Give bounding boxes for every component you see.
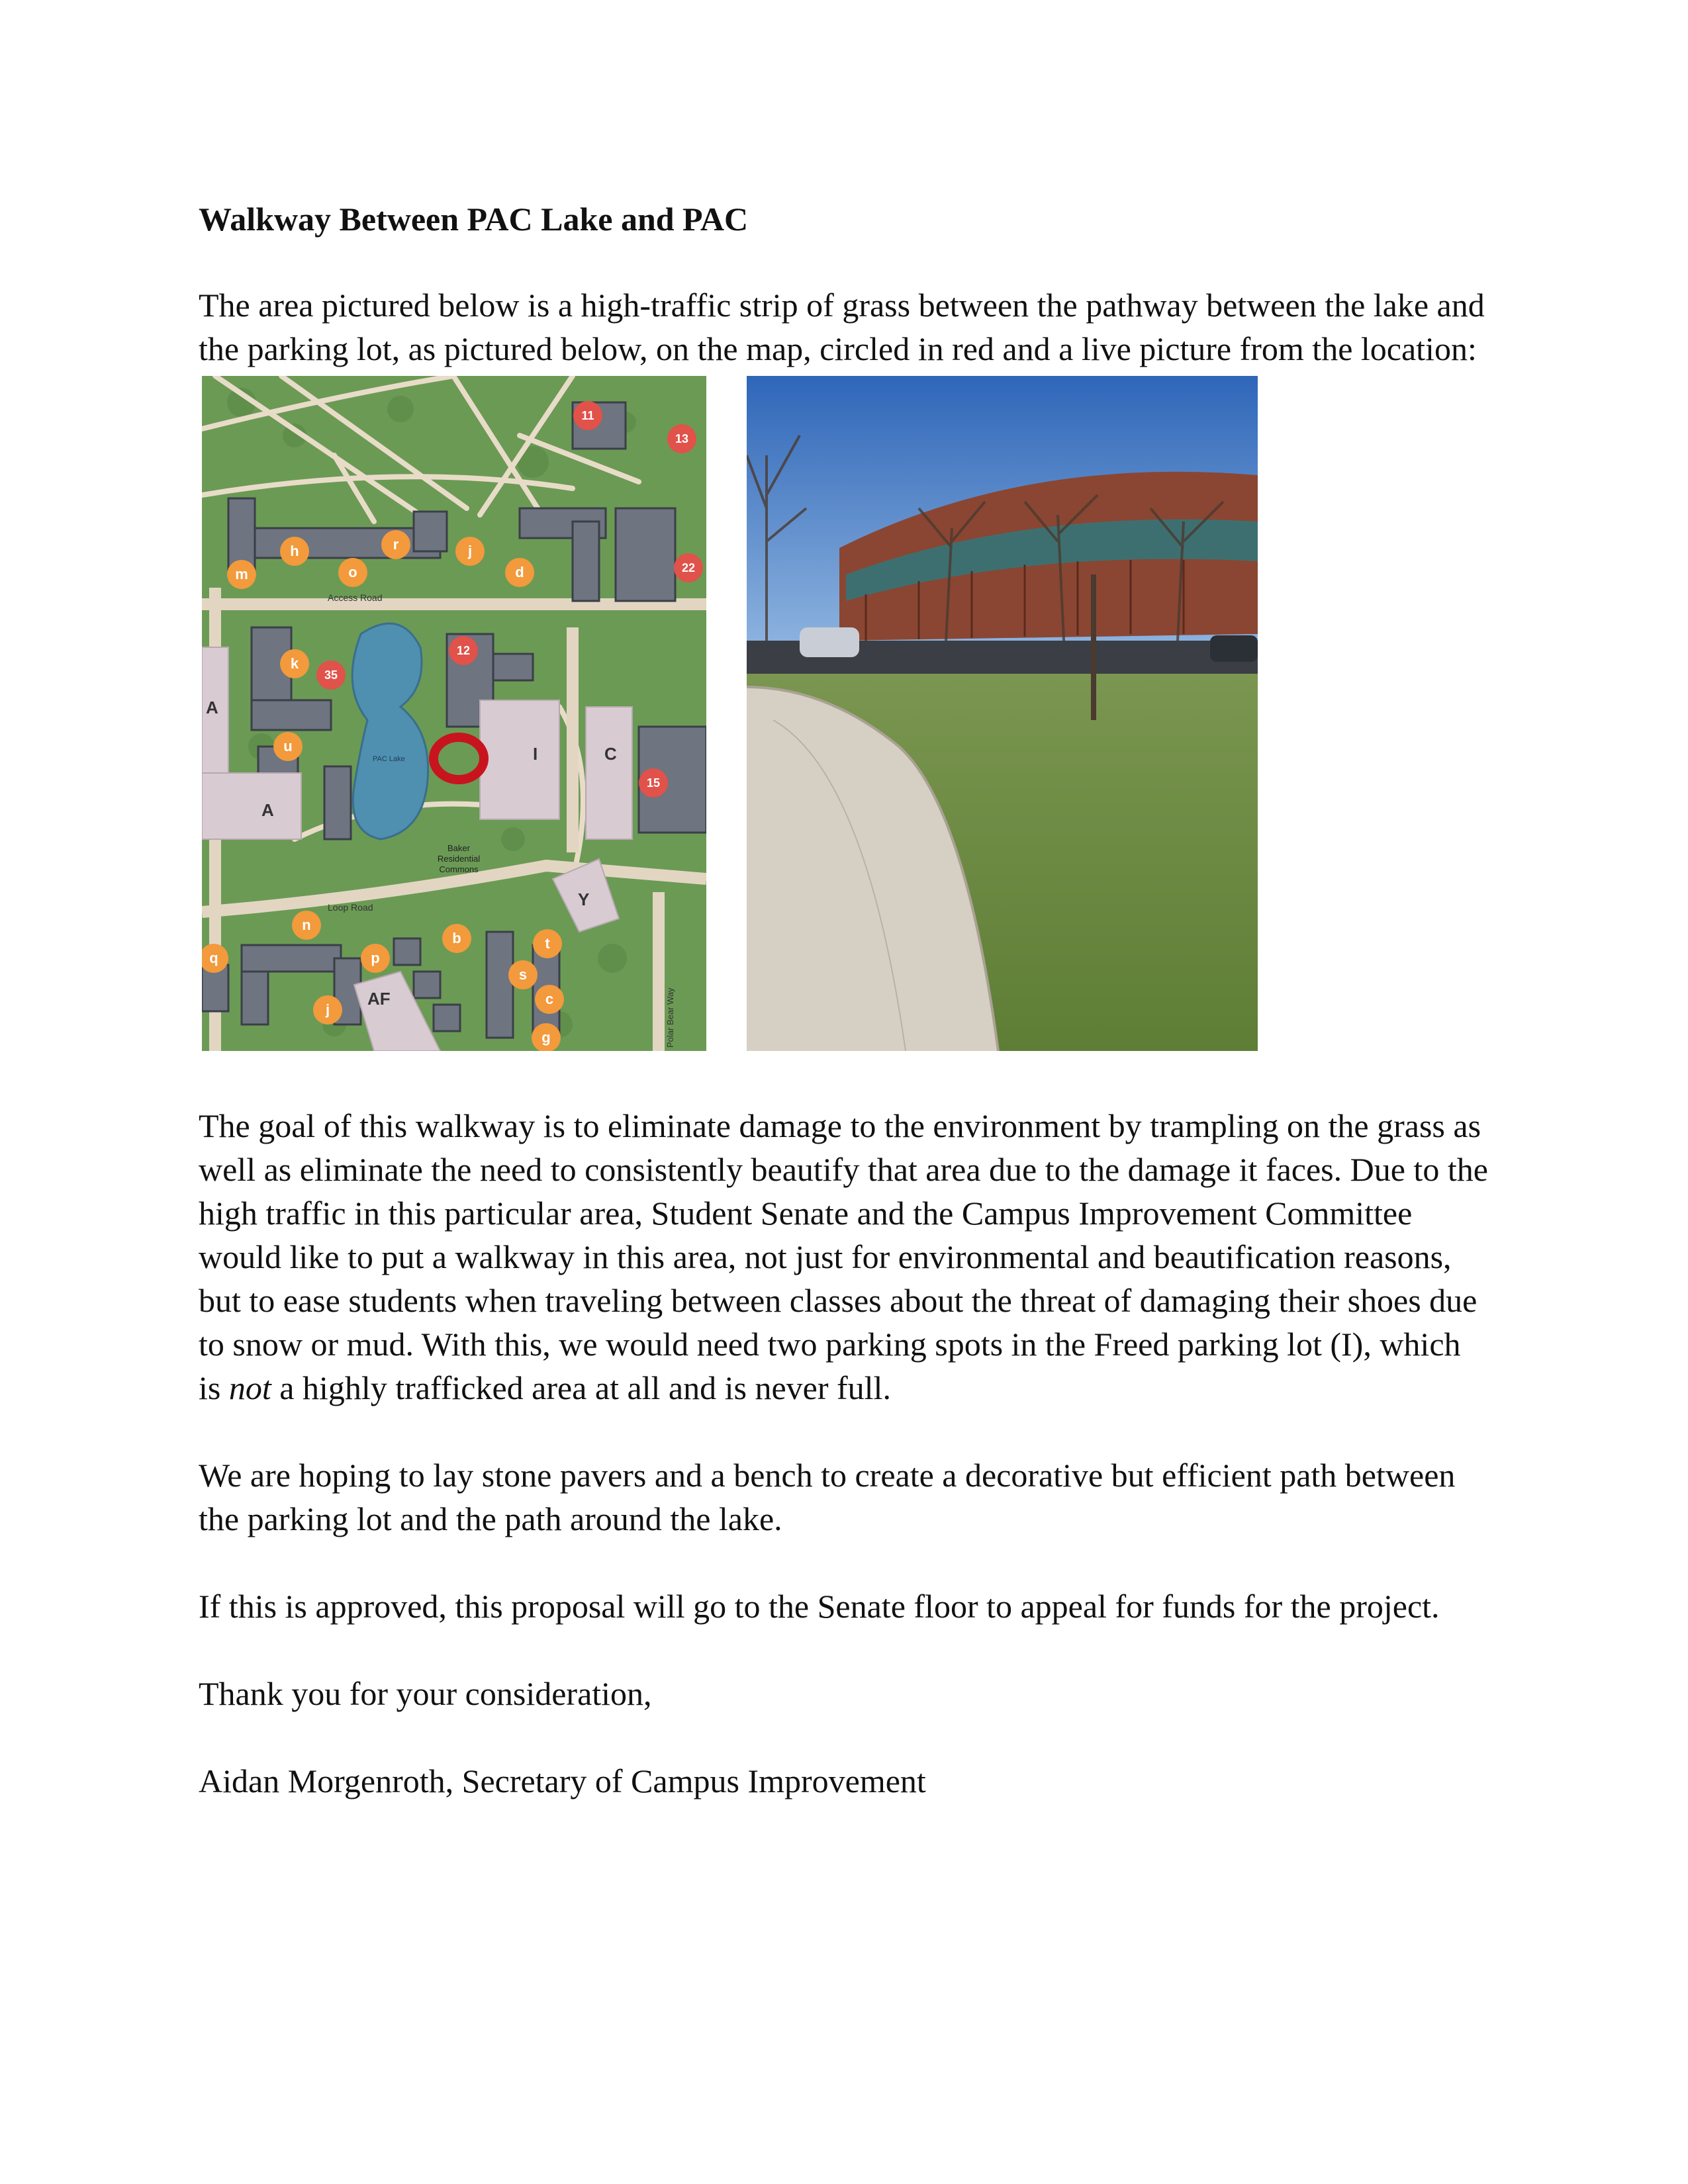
map-commons-label: Commons [439, 864, 479, 874]
map-building-letter: g [541, 1029, 551, 1046]
goal-last-prefix: is [199, 1369, 229, 1406]
approval-paragraph [199, 1584, 1516, 1628]
document-title: Walkway Between PAC Lake and PAC [199, 201, 749, 238]
map-building-number: 22 [681, 561, 696, 574]
map-building-letter: t [545, 935, 550, 952]
goal-line: to snow or mud. With this, we would need two parking spots in the Freed parking lot (I), which [199, 1326, 1461, 1363]
map-building-letter: h [290, 543, 299, 559]
map-building-letter: m [235, 566, 248, 582]
map-lot-letter: C [604, 744, 617, 764]
map-building-letter: k [290, 655, 299, 672]
goal-emphasis: not [228, 1369, 271, 1406]
map-road-label: Loop Road [328, 902, 373, 913]
goal-line: The goal of this walkway is to eliminate damage to the environment by trampling on the grass as [199, 1107, 1481, 1144]
approval-line: If this is approved, this proposal will go to the Senate floor to appeal for funds for the project. [199, 1588, 1440, 1625]
map-building-number: 12 [456, 644, 471, 657]
signature-text: Aidan Morgenroth, Secretary of Campus Improvement [199, 1762, 926, 1799]
intro-paragraph [199, 283, 1516, 371]
map-lot-letter: Y [578, 889, 590, 909]
map-building-letter: q [209, 950, 218, 966]
map-building-letter: n [302, 917, 311, 933]
goal-line: but to ease students when traveling between classes about the threat of damaging their shoes due [199, 1282, 1477, 1319]
map-building-number: 15 [646, 776, 661, 790]
map-building-number: 11 [581, 409, 594, 422]
pavers-line: the parking lot and the path around the lake. [199, 1500, 782, 1537]
map-building-number: 35 [324, 668, 338, 682]
map-building-letter: b [452, 930, 461, 946]
map-commons-label: Residential [437, 854, 481, 864]
map-lake-label: PAC Lake [373, 755, 405, 763]
map-building-letter: u [283, 738, 293, 754]
intro-line: The area pictured below is a high-traffic strip of grass between the pathway between the lake and [199, 287, 1485, 324]
campus-map-image [202, 376, 706, 1051]
goal-line: would like to put a walkway in this area, not just for environmental and beautification reasons, [199, 1238, 1452, 1275]
signature-line [199, 1759, 1516, 1803]
map-road-label: Access Road [328, 592, 383, 603]
pavers-paragraph [199, 1453, 1516, 1541]
map-commons-label: Baker [447, 843, 470, 853]
map-building-letter: c [545, 991, 554, 1007]
map-building-letter: d [515, 564, 524, 580]
map-building-letter: s [518, 966, 528, 983]
goal-paragraph [199, 1104, 1516, 1410]
goal-last-suffix: a highly trafficked area at all and is never full. [271, 1369, 891, 1406]
goal-line: high traffic in this particular area, Student Senate and the Campus Improvement Committee [199, 1195, 1413, 1232]
intro-line: the parking lot, as pictured below, on the map, circled in red and a live picture from the location: [199, 330, 1477, 367]
map-building-letter: r [393, 536, 399, 553]
goal-line-last [199, 1366, 1516, 1410]
map-building-letter: o [348, 564, 357, 580]
goal-line: well as eliminate the need to consistently beautify that area due to the damage it faces. Due to the [199, 1151, 1488, 1188]
map-lot-letter: AF [367, 989, 391, 1009]
map-lot-letter: I [533, 744, 538, 764]
map-road-label: Polar Bear Way [665, 987, 675, 1048]
closing-line [199, 1672, 1516, 1715]
map-building-number: 13 [675, 432, 689, 445]
map-building-letter: p [371, 950, 380, 966]
location-photo [747, 376, 1258, 1051]
pavers-line: We are hoping to lay stone pavers and a bench to create a decorative but efficient path between [199, 1457, 1456, 1494]
map-lot-letter: A [206, 698, 218, 717]
closing-text: Thank you for your consideration, [199, 1675, 652, 1712]
map-building-letter: j [325, 1001, 330, 1018]
map-building-letter: j [467, 543, 473, 559]
map-lot-letter: A [261, 800, 274, 820]
